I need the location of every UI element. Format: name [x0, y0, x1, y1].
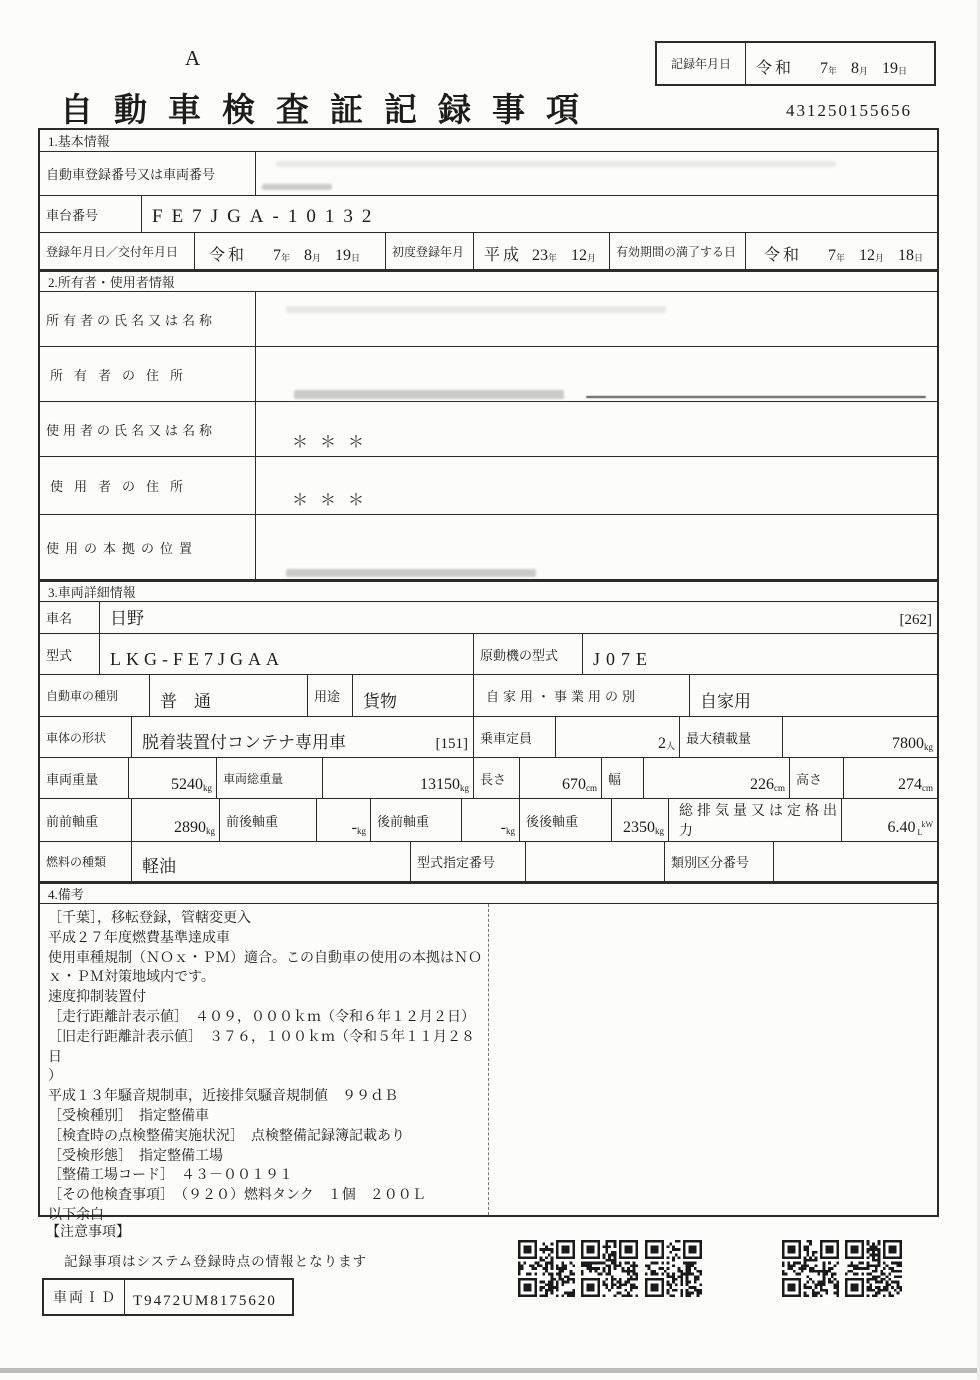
engine-model-value	[583, 634, 937, 674]
redaction-line	[586, 396, 926, 398]
kg-unit: kg	[460, 783, 469, 793]
axle-rear-rear-value	[612, 799, 669, 841]
row-kind-use	[40, 675, 937, 717]
scan-edge-bottom	[0, 1368, 980, 1373]
document-title: 自動車検査証記録事項	[60, 93, 600, 129]
owner-name-value	[256, 292, 937, 346]
day-unit: 日	[351, 253, 361, 263]
remark-line: 平成２７年度燃費基準達成車	[48, 930, 230, 946]
person-unit: 人	[665, 741, 675, 751]
record-date-label: 記録年月日	[657, 43, 746, 84]
record-date-year: 7	[820, 60, 829, 77]
registration-number-value	[256, 152, 937, 195]
vehicle-kind-label: 自動車の種別	[40, 675, 150, 716]
registration-date-label: 登録年月日／交付年月日	[40, 233, 195, 269]
type-certification-value	[526, 842, 665, 881]
length-value	[520, 758, 602, 798]
chassis-number-text: FE7JGA-10132	[152, 206, 381, 227]
expiry-era: 令和	[764, 247, 803, 264]
use-value	[353, 675, 474, 716]
section-remarks-heading: 4.備考	[40, 882, 937, 904]
kg-unit: kg	[203, 783, 212, 793]
type-certification-label: 型式指定番号	[411, 842, 526, 881]
chassis-number-value	[142, 196, 937, 232]
axle-front-front-number: 2890	[174, 819, 206, 836]
length-number: 670	[562, 776, 586, 793]
axle-front-rear-label: 前後軸重	[220, 799, 317, 841]
user-address-text: ＊＊＊	[292, 492, 377, 509]
model-value	[100, 634, 474, 674]
gross-weight-label: 車両総重量	[217, 758, 323, 798]
row-owner-name	[40, 292, 937, 347]
record-date-era: 令和	[756, 60, 795, 77]
expiry-month: 12	[859, 247, 876, 264]
year-unit: 年	[828, 66, 838, 76]
row-fuel	[40, 842, 937, 882]
remarks-area	[40, 904, 937, 1223]
reg-date-month: 8	[304, 247, 313, 264]
redacted-smudge	[286, 306, 666, 313]
notice-title: 【注意事項】	[46, 1225, 130, 1240]
row-axle-weights	[40, 799, 937, 842]
section-owner-heading: 2.所有者・使用者情報	[40, 270, 937, 292]
first-registration-label: 初度登録年月	[386, 233, 474, 269]
remark-line: ［旧走行距離計表示値］ ３７６，１００ｋｍ（令和５年１１月２８日	[48, 1029, 475, 1065]
reg-date-year: 7	[273, 247, 282, 264]
gross-weight-value	[323, 758, 474, 798]
first-reg-era: 平成	[484, 247, 523, 264]
height-label: 高さ	[790, 758, 844, 798]
qr-code	[645, 1240, 702, 1297]
height-number: 274	[898, 776, 922, 793]
row-body-shape	[40, 717, 937, 758]
kg-unit: kg	[655, 826, 664, 836]
width-number: 226	[750, 776, 774, 793]
first-reg-year: 23	[532, 247, 549, 264]
cm-unit: cm	[586, 783, 597, 793]
model-label: 型式	[40, 634, 100, 674]
private-business-label: 自家用・事業用の別	[474, 675, 690, 716]
max-load-number: 7800	[892, 735, 924, 752]
remark-line: ）	[48, 1069, 62, 1085]
capacity-value	[556, 717, 680, 757]
displacement-label: 総排気量又は定格出力	[669, 799, 842, 841]
page-label-a: A	[185, 46, 201, 70]
day-unit: 日	[898, 66, 908, 76]
month-unit: 月	[587, 253, 597, 263]
remark-line: 速度抑制装置付	[48, 990, 146, 1006]
car-name-code: [262]	[899, 612, 932, 628]
vehicle-weight-label: 車両重量	[40, 758, 129, 798]
expiry-date-value	[746, 233, 937, 269]
kw-unit: kW	[921, 820, 933, 829]
day-unit: 日	[914, 253, 924, 263]
width-label: 幅	[602, 758, 644, 798]
year-unit: 年	[836, 253, 846, 263]
row-user-name	[40, 402, 937, 457]
row-base-location	[40, 515, 937, 580]
gross-weight-number: 13150	[420, 776, 460, 793]
month-unit: 月	[312, 253, 322, 263]
length-label: 長さ	[474, 758, 520, 798]
registration-number-label: 自動車登録番号又は車両番号	[40, 152, 256, 195]
section-vehicle-heading: 3.車両詳細情報	[40, 580, 937, 602]
body-shape-text: 脱着装置付コンテナ専用車	[142, 733, 346, 752]
row-car-name	[40, 602, 937, 634]
capacity-label: 乗車定員	[474, 717, 556, 757]
height-value	[844, 758, 937, 798]
vehicle-weight-number: 5240	[171, 776, 203, 793]
owner-address-value	[256, 347, 937, 401]
remark-line: 使用車種規制（ＮＯｘ・ＰＭ）適合。この自動車の使用の本拠はＮＯ	[48, 950, 482, 966]
row-chassis-number	[40, 196, 937, 233]
private-business-text: 自家用	[700, 692, 751, 711]
remark-line: ｘ・ＰＭ対策地域内です。	[48, 970, 215, 986]
owner-address-label: 所有者の住所	[40, 347, 256, 401]
qr-code	[581, 1240, 638, 1297]
displacement-number: 6.40	[887, 819, 916, 836]
month-unit: 月	[875, 253, 885, 263]
row-user-address	[40, 457, 937, 515]
year-unit: 年	[281, 253, 291, 263]
class-number-value	[774, 842, 937, 881]
registration-date-value	[195, 233, 386, 269]
body-shape-value	[132, 717, 474, 757]
qr-code	[518, 1240, 575, 1297]
car-name-value	[100, 602, 937, 633]
redacted-smudge	[294, 390, 564, 399]
axle-rear-front-value	[462, 799, 520, 841]
main-table	[38, 128, 939, 1223]
record-date-value	[746, 43, 934, 84]
document-number: 431250155656	[786, 101, 912, 120]
class-number-label: 類別区分番号	[665, 842, 774, 881]
axle-front-front-label: 前前軸重	[40, 799, 132, 841]
user-address-label: 使用者の住所	[40, 457, 256, 514]
remark-line: ［走行距離計表示値］ ４０９，０００ｋｍ（令和６年１２月２日）	[48, 1009, 475, 1025]
car-name-text: 日野	[110, 609, 144, 628]
vehicle-kind-text: 普 通	[160, 692, 211, 711]
body-shape-code: [151]	[435, 736, 468, 752]
remark-line: ［検査時の点検整備実施状況］ 点検整備記録簿記載あり	[48, 1128, 405, 1144]
redacted-smudge	[276, 161, 836, 167]
kg-unit: kg	[357, 826, 366, 836]
width-value	[644, 758, 790, 798]
kw-per-liter-unit	[917, 821, 933, 837]
qr-code	[782, 1240, 839, 1297]
max-load-value	[783, 717, 937, 757]
base-location-value	[256, 515, 937, 579]
fuel-type-value	[132, 842, 411, 881]
qr-code	[845, 1240, 902, 1297]
displacement-value	[842, 799, 937, 841]
remark-line: ［千葉］，移転登録，管轄変更入	[48, 911, 251, 926]
row-weights-dimensions	[40, 758, 937, 799]
reg-date-era: 令和	[209, 247, 248, 264]
axle-rear-front-label: 後前軸重	[371, 799, 462, 841]
cm-unit: cm	[922, 783, 933, 793]
axle-front-front-value	[132, 799, 220, 841]
user-address-value	[256, 457, 937, 514]
engine-model-text: J07E	[593, 649, 653, 669]
vehicle-id-value: T9472UM8175620	[133, 1293, 277, 1309]
chassis-number-label: 車台番号	[40, 196, 142, 232]
vehicle-id-label: 車両ＩＤ	[44, 1280, 125, 1314]
section-basic-heading: 1.基本情報	[40, 130, 937, 152]
axle-front-rear-number: -	[351, 819, 357, 836]
axle-front-rear-value	[317, 799, 371, 841]
remark-line: ［その他検査事項］ （９２０）燃料タンク １個 ２００Ｌ	[48, 1188, 426, 1204]
first-registration-value	[474, 233, 610, 269]
vehicle-weight-value	[129, 758, 217, 798]
redacted-smudge	[262, 184, 332, 190]
remark-line: 以下余白	[48, 1207, 104, 1223]
reg-date-day: 19	[335, 247, 352, 264]
vehicle-id-box	[42, 1278, 294, 1316]
model-text: LKG-FE7JGAA	[110, 649, 284, 669]
expiry-day: 18	[898, 247, 915, 264]
remark-line: 平成１３年騒音規制車，近接排気騒音規制値 ９９ｄＢ	[48, 1089, 398, 1105]
user-name-value	[256, 402, 937, 456]
expiry-date-label: 有効期間の満了する日	[610, 233, 746, 269]
max-load-label: 最大積載量	[680, 717, 783, 757]
body-shape-label: 車体の形状	[40, 717, 132, 757]
engine-model-label: 原動機の型式	[474, 634, 583, 674]
kg-unit: kg	[924, 742, 933, 752]
fuel-type-text: 軽油	[142, 857, 176, 876]
row-owner-address	[40, 347, 937, 402]
axle-rear-rear-label: 後後軸重	[520, 799, 612, 841]
remark-line: ［整備工場コード］ ４３－００１９１	[48, 1168, 293, 1184]
vehicle-kind-value	[150, 675, 308, 716]
kg-unit: kg	[506, 826, 515, 836]
use-label: 用途	[308, 675, 353, 716]
remark-line: ［受検種別］ 指定整備車	[48, 1108, 209, 1124]
owner-name-label: 所有者の氏名又は名称	[40, 292, 256, 346]
axle-rear-front-number: -	[500, 819, 506, 836]
capacity-number: 2	[657, 735, 666, 752]
row-registration-number	[40, 152, 937, 196]
remark-line: ［受検形態］ 指定整備工場	[48, 1148, 223, 1164]
private-business-value	[690, 675, 937, 716]
record-date-day: 19	[882, 60, 899, 77]
fuel-type-label: 燃料の種類	[40, 842, 132, 881]
year-unit: 年	[548, 253, 558, 263]
notice-text: 記録事項はシステム登録時点の情報となります	[64, 1254, 368, 1269]
kg-unit: kg	[206, 826, 215, 836]
use-text: 貨物	[363, 692, 397, 711]
remarks-text-column	[40, 904, 489, 1223]
base-location-label: 使用の本拠の位置	[40, 515, 256, 579]
axle-rear-rear-number: 2350	[623, 819, 655, 836]
redacted-smudge	[286, 569, 536, 577]
record-date-month: 8	[851, 60, 860, 77]
expiry-year: 7	[828, 247, 837, 264]
row-dates	[40, 233, 937, 270]
cm-unit: cm	[774, 783, 785, 793]
row-model	[40, 634, 937, 675]
month-unit: 月	[859, 66, 869, 76]
user-name-label: 使用者の氏名又は名称	[40, 402, 256, 456]
first-reg-month: 12	[571, 247, 588, 264]
user-name-text: ＊＊＊	[292, 434, 377, 451]
record-date-box	[655, 41, 936, 86]
liter-unit: L	[917, 828, 923, 837]
car-name-label: 車名	[40, 602, 100, 633]
